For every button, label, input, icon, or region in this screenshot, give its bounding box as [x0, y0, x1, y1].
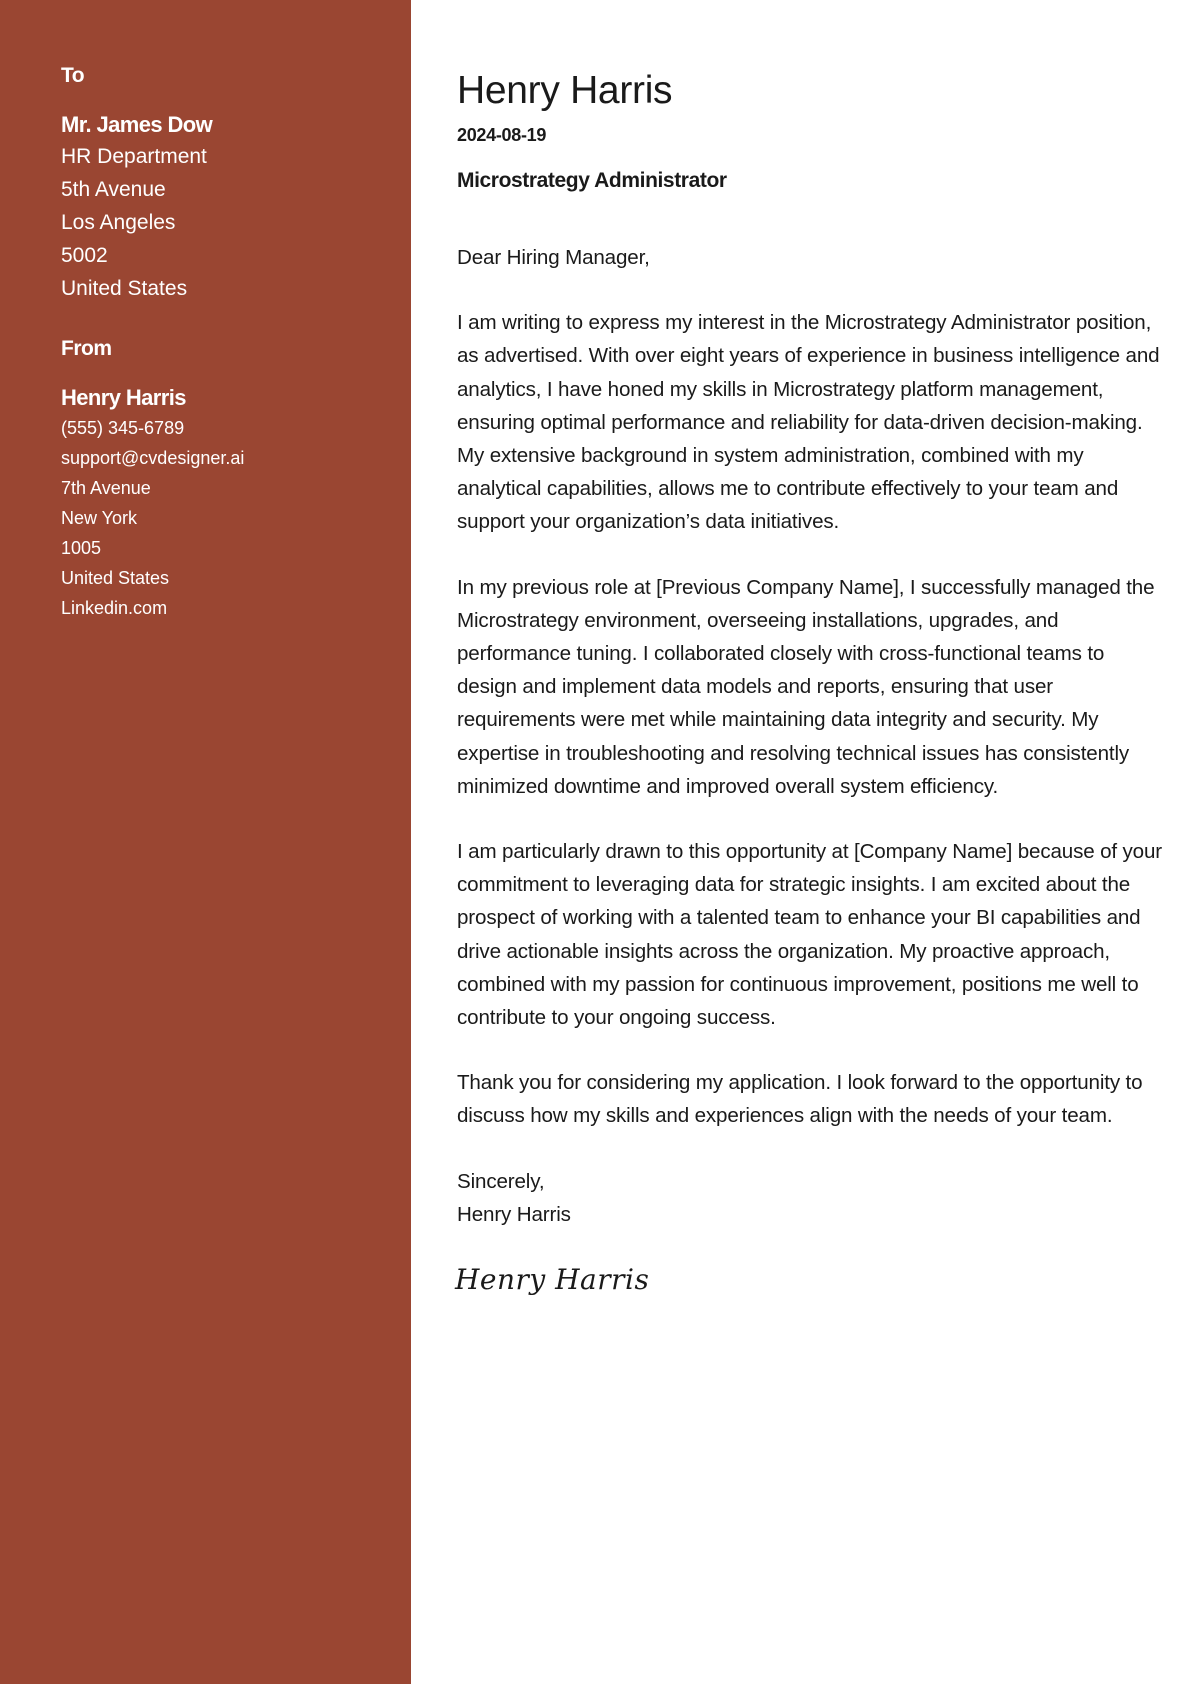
recipient-department: HR Department — [61, 145, 207, 168]
sender-phone: (555) 345-6789 — [61, 418, 185, 438]
sender-linkedin: Linkedin.com — [61, 598, 168, 618]
handwritten-signature: Henry Harris — [455, 1263, 650, 1296]
recipient-postal-code: 5002 — [61, 244, 108, 267]
closing-name: Henry Harris — [457, 1202, 571, 1226]
paragraph-1: I am writing to express my interest in the Microstrategy Administrator position, as advertised. With over eight years of experience in business intelligence and analytics, I have honed my skills in Microstrategy platform management, ensuring optimal performance and reliability for data-driven decision-making. My extensive background in system administration, combined with my analytical capabilities, allows me to contribute effectively to your team and support your organization’s data initiatives. — [457, 311, 1160, 534]
salutation: Dear Hiring Manager, — [457, 246, 650, 269]
recipient-city: Los Angeles — [61, 211, 176, 234]
sender-email: support@cvdesigner.ai — [61, 448, 245, 468]
letter-sender-name: Henry Harris — [457, 69, 673, 112]
sender-contact — [61, 413, 381, 623]
sender-country: United States — [61, 568, 170, 588]
sidebar — [0, 0, 411, 1684]
recipient-name: Mr. James Dow — [61, 112, 213, 137]
recipient-street: 5th Avenue — [61, 178, 166, 201]
sender-city: New York — [61, 508, 138, 528]
letter-date: 2024-08-19 — [457, 125, 547, 145]
recipient-country: United States — [61, 277, 188, 300]
job-title: Microstrategy Administrator — [457, 169, 727, 192]
recipient-address — [61, 140, 381, 305]
paragraph-4: Thank you for considering my application. I look forward to the opportunity to discuss how my skills and experiences align with the needs of your team. — [457, 1071, 1143, 1128]
letter-body — [457, 241, 1162, 1231]
to-heading: To — [61, 64, 85, 87]
closing: Sincerely, — [457, 1169, 545, 1193]
paragraph-3: I am particularly drawn to this opportunity at [Company Name] because of your commitment to leveraging data for strategic insights. I am excited about the prospect of working with a talented team to enhance your BI capabilities and drive actionable insights across the organization. My proactive approach, combined with my passion for continuous improvement, positions me well to contribute to your ongoing success. — [457, 840, 1162, 1030]
sender-block — [61, 335, 381, 623]
sender-street: 7th Avenue — [61, 478, 151, 498]
sender-postal-code: 1005 — [61, 538, 102, 558]
recipient-block — [61, 62, 381, 305]
sender-sidebar-name: Henry Harris — [61, 385, 186, 410]
paragraph-2: In my previous role at [Previous Company Name], I successfully managed the Microstrategy environment, overseeing installations, upgrades, and performance tuning. I collaborated closely with cross-functional teams to design and implement data models and reports, ensuring that user requirements were met while maintaining data integrity and security. My expertise in troubleshooting and resolving technical issues has consistently minimized downtime and improved overall system efficiency. — [457, 575, 1155, 798]
sidebar-content — [61, 62, 381, 623]
from-heading: From — [61, 337, 112, 360]
